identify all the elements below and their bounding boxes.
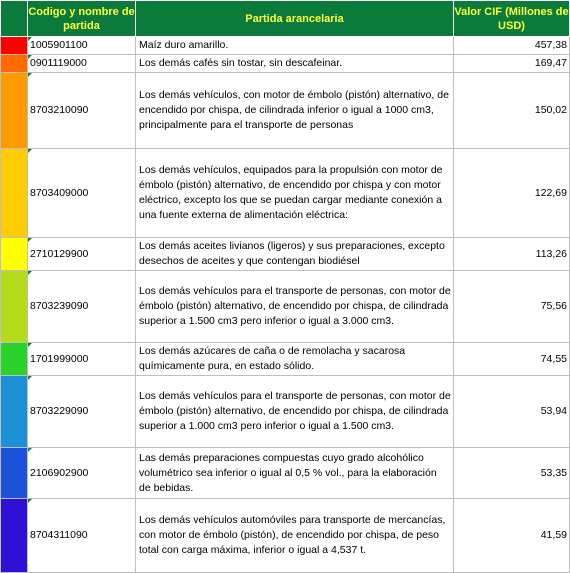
tariff-code-cell[interactable]: 8703210090 <box>28 73 136 149</box>
tariff-description-cell[interactable]: Los demás vehículos automóviles para transporte de mercancías, con motor de émbolo (pistón), de encendido por chispa, de peso total con carga máxima, inferior o igual a 4,537 t. <box>136 499 454 573</box>
tariff-description-cell[interactable]: Los demás vehículos, con motor de émbolo (pistón) alternativo, de encendido por chispa, de cilindrada inferior o igual a 1000 cm3, principalmente para el transporte de personas <box>136 73 454 149</box>
table-row <box>1 37 570 55</box>
tariff-description-cell[interactable]: Los demás azúcares de caña o de remolacha y sacarosa químicamente pura, en estado sólido. <box>136 343 454 376</box>
cif-value-cell[interactable]: 150,02 <box>454 73 570 149</box>
color-swatch <box>1 238 28 271</box>
color-swatch <box>1 37 28 55</box>
color-swatch <box>1 149 28 238</box>
tariff-code-cell[interactable]: 8704311090 <box>28 499 136 573</box>
table-row <box>1 149 570 238</box>
tariff-description-cell[interactable]: Las demás preparaciones compuestas cuyo grado alcohólico volumétrico sea inferior o igual al 0,5 % vol., para la elaboración de bebidas. <box>136 448 454 499</box>
table-row <box>1 343 570 376</box>
cif-value-cell[interactable]: 113,26 <box>454 238 570 271</box>
tariff-description-cell[interactable]: Los demás vehículos para el transporte de personas, con motor de émbolo (pistón) alternativo, de encendido por chispa, de cilindrada superior a 1.000 cm3 pero inferior o igual a 1.500 cm3. <box>136 376 454 448</box>
tariff-code-cell[interactable]: 8703239090 <box>28 271 136 343</box>
header-description[interactable]: Partida arancelaria <box>136 1 454 37</box>
table-row <box>1 73 570 149</box>
tariff-description-cell[interactable]: Los demás vehículos para el transporte de personas, con motor de émbolo (pistón) alternativo, de encendido por chispa, de cilindrada superior a 1.500 cm3 pero inferior o igual a 3.000 cm3. <box>136 271 454 343</box>
tariff-code-cell[interactable]: 2106902900 <box>28 448 136 499</box>
tariff-description-cell[interactable]: Maíz duro amarillo. <box>136 37 454 55</box>
color-swatch <box>1 376 28 448</box>
tariff-code-cell[interactable]: 1701999000 <box>28 343 136 376</box>
header-swatch-cell <box>1 1 28 37</box>
cif-value-cell[interactable]: 53,35 <box>454 448 570 499</box>
header-code[interactable]: Codigo y nombre de partida <box>28 1 136 37</box>
tariff-code-cell[interactable]: 8703229090 <box>28 376 136 448</box>
tariff-code-cell[interactable]: 1005901100 <box>28 37 136 55</box>
table-body <box>1 37 570 573</box>
header-row <box>1 1 570 37</box>
cif-value-cell[interactable]: 74,55 <box>454 343 570 376</box>
tariff-description-cell[interactable]: Los demás vehículos, equipados para la propulsión con motor de émbolo (pistón) alternativo, de encendido por chispa y con motor eléctrico, excepto los que se puedan cargar mediante conexión a una fuente externa de alimentación eléctrica: <box>136 149 454 238</box>
tariff-code-cell[interactable]: 8703409000 <box>28 149 136 238</box>
cif-value-cell[interactable]: 457,38 <box>454 37 570 55</box>
table-row <box>1 499 570 573</box>
color-swatch <box>1 343 28 376</box>
header-value[interactable]: Valor CIF (Millones de USD) <box>454 1 570 37</box>
tariff-code-cell[interactable]: 2710129900 <box>28 238 136 271</box>
table-row <box>1 238 570 271</box>
color-swatch <box>1 73 28 149</box>
tariff-description-cell[interactable]: Los demás cafés sin tostar, sin descafeinar. <box>136 55 454 73</box>
color-swatch <box>1 271 28 343</box>
cif-value-cell[interactable]: 75,56 <box>454 271 570 343</box>
color-swatch <box>1 55 28 73</box>
tariff-description-cell[interactable]: Los demás aceites livianos (ligeros) y sus preparaciones, excepto desechos de aceites y que contengan biodiésel <box>136 238 454 271</box>
table-row <box>1 376 570 448</box>
color-swatch <box>1 448 28 499</box>
color-swatch <box>1 499 28 573</box>
cif-value-cell[interactable]: 169,47 <box>454 55 570 73</box>
table-row <box>1 55 570 73</box>
cif-value-cell[interactable]: 53,94 <box>454 376 570 448</box>
cif-value-cell[interactable]: 122,69 <box>454 149 570 238</box>
tariff-code-cell[interactable]: 0901119000 <box>28 55 136 73</box>
table-row <box>1 271 570 343</box>
cif-value-cell[interactable]: 41,59 <box>454 499 570 573</box>
table-row <box>1 448 570 499</box>
